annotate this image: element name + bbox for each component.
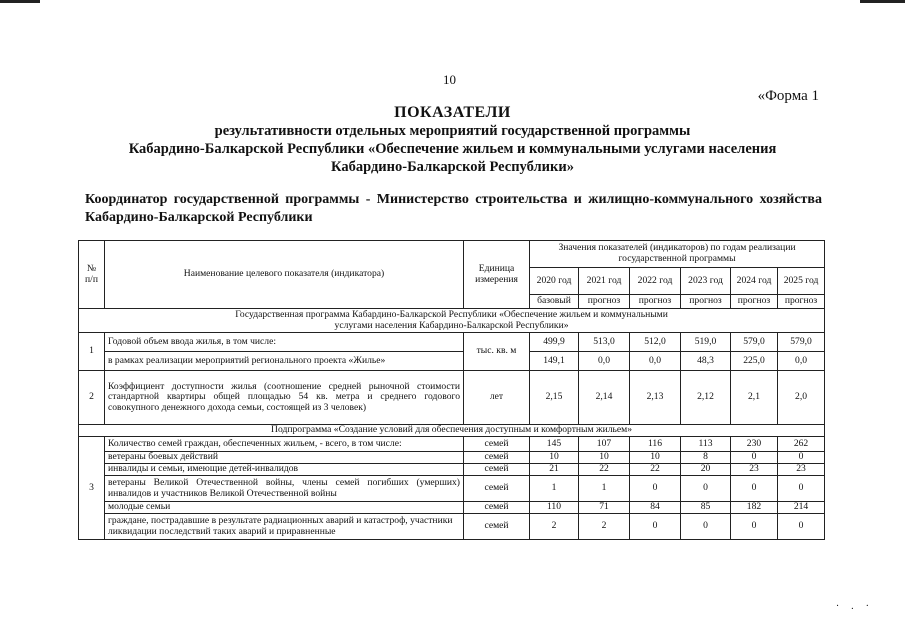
value-cell: 23 (778, 464, 825, 476)
value-cell: 1 (530, 476, 579, 502)
document-subtitle: Кабардино-Балкарской Республики» (331, 159, 574, 175)
scan-artifact: ·.· (835, 601, 881, 612)
header-type: базовый (530, 295, 579, 309)
value-cell: 2,1 (731, 371, 778, 425)
value-cell: 0,0 (630, 352, 681, 371)
value-cell: 230 (731, 437, 778, 452)
table-row (79, 437, 825, 452)
section-row (79, 309, 825, 333)
value-cell: 579,0 (731, 333, 778, 352)
value-cell: 2,0 (778, 371, 825, 425)
header-type: прогноз (731, 295, 778, 309)
indicator-unit: семей (464, 476, 530, 502)
indicator-name: молодые семьи (105, 502, 464, 514)
value-cell: 0 (778, 452, 825, 464)
table-row (79, 352, 825, 371)
table-row (79, 452, 825, 464)
indicator-unit: семей (464, 464, 530, 476)
table-row (79, 464, 825, 476)
value-cell: 499,9 (530, 333, 579, 352)
value-cell: 262 (778, 437, 825, 452)
value-cell: 0 (731, 452, 778, 464)
section-title-program: Государственная программа Кабардино-Балкарской Республики «Обеспечение жильем и коммунальными услугами населения Кабардино-Балкарской Республики» (79, 309, 825, 333)
header-year: 2024 год (731, 268, 778, 295)
indicators-table (78, 240, 825, 540)
value-cell: 10 (579, 452, 630, 464)
table-row (79, 476, 825, 502)
indicator-unit: семей (464, 452, 530, 464)
header-name: Наименование целевого показателя (индикатора) (105, 241, 464, 309)
value-cell: 22 (579, 464, 630, 476)
scan-top-border (0, 0, 40, 3)
section-title-subprogram: Подпрограмма «Создание условий для обеспечения доступным и комфортным жильем» (79, 425, 825, 437)
value-cell: 0,0 (579, 352, 630, 371)
indicator-name: в рамках реализации мероприятий регионального проекта «Жилье» (105, 352, 464, 371)
indicator-name: Количество семей граждан, обеспеченных жильем, - всего, в том числе: (105, 437, 464, 452)
value-cell: 0 (731, 476, 778, 502)
indicator-name: граждане, пострадавшие в результате радиационных аварий и катастроф, участники ликвидации последствий таких аварий и приравненные (105, 514, 464, 540)
value-cell: 2 (579, 514, 630, 540)
header-type: прогноз (579, 295, 630, 309)
indicator-unit: лет (464, 371, 530, 425)
document-subtitle: результативности отдельных мероприятий государственной программы (214, 123, 691, 139)
table-row (79, 371, 825, 425)
header-num: № п/п (79, 241, 105, 309)
value-cell: 0 (681, 514, 731, 540)
value-cell: 116 (630, 437, 681, 452)
header-year: 2021 год (579, 268, 630, 295)
indicator-name: ветераны Великой Отечественной войны, члены семей погибших (умерших) инвалидов и участников Великой Отечественной войны (105, 476, 464, 502)
header-type: прогноз (681, 295, 731, 309)
value-cell: 0 (778, 514, 825, 540)
indicator-unit: семей (464, 502, 530, 514)
scan-top-border (860, 0, 905, 3)
value-cell: 10 (630, 452, 681, 464)
value-cell: 2,14 (579, 371, 630, 425)
value-cell: 10 (530, 452, 579, 464)
table-header-row (79, 241, 825, 268)
section-row (79, 425, 825, 437)
indicator-name: ветераны боевых действий (105, 452, 464, 464)
value-cell: 0,0 (778, 352, 825, 371)
row-num: 2 (79, 371, 105, 425)
indicator-name: Коэффициент доступности жилья (соотношение средней рыночной стоимости стандартной квартиры общей площадью 54 кв. метра и среднего годового совокупного денежного дохода семьи, состоящей из 3 человек) (105, 371, 464, 425)
value-cell: 0 (630, 476, 681, 502)
value-cell: 107 (579, 437, 630, 452)
value-cell: 0 (778, 476, 825, 502)
header-type: прогноз (778, 295, 825, 309)
header-year: 2025 год (778, 268, 825, 295)
value-cell: 519,0 (681, 333, 731, 352)
row-num: 3 (79, 437, 105, 540)
value-cell: 0 (731, 514, 778, 540)
header-year: 2022 год (630, 268, 681, 295)
value-cell: 1 (579, 476, 630, 502)
value-cell: 21 (530, 464, 579, 476)
value-cell: 8 (681, 452, 731, 464)
value-cell: 149,1 (530, 352, 579, 371)
header-year: 2023 год (681, 268, 731, 295)
header-type: прогноз (630, 295, 681, 309)
document-subtitle: Кабардино-Балкарской Республики «Обеспечение жильем и коммунальными услугами населения (128, 141, 777, 157)
indicator-unit: семей (464, 437, 530, 452)
header-values: Значения показателей (индикаторов) по годам реализации государственной программы (530, 241, 825, 268)
value-cell: 579,0 (778, 333, 825, 352)
table-row (79, 514, 825, 540)
document-title: ПОКАЗАТЕЛИ (394, 104, 511, 121)
table-row (79, 333, 825, 352)
value-cell: 0 (630, 514, 681, 540)
value-cell: 0 (681, 476, 731, 502)
value-cell: 2,13 (630, 371, 681, 425)
indicator-unit: семей (464, 514, 530, 540)
row-num: 1 (79, 333, 105, 371)
value-cell: 48,3 (681, 352, 731, 371)
form-label: «Форма 1 (757, 88, 819, 104)
value-cell: 110 (530, 502, 579, 514)
value-cell: 2 (530, 514, 579, 540)
value-cell: 113 (681, 437, 731, 452)
value-cell: 214 (778, 502, 825, 514)
header-unit: Единица измерения (464, 241, 530, 309)
indicator-name: Годовой объем ввода жилья, в том числе: (105, 333, 464, 352)
value-cell: 22 (630, 464, 681, 476)
header-year: 2020 год (530, 268, 579, 295)
table-row (79, 502, 825, 514)
value-cell: 145 (530, 437, 579, 452)
value-cell: 182 (731, 502, 778, 514)
value-cell: 85 (681, 502, 731, 514)
value-cell: 71 (579, 502, 630, 514)
value-cell: 2,15 (530, 371, 579, 425)
page-number: 10 (443, 72, 456, 87)
value-cell: 512,0 (630, 333, 681, 352)
indicator-name: инвалиды и семьи, имеющие детей-инвалидов (105, 464, 464, 476)
value-cell: 2,12 (681, 371, 731, 425)
indicator-unit: тыс. кв. м (464, 333, 530, 371)
value-cell: 513,0 (579, 333, 630, 352)
value-cell: 225,0 (731, 352, 778, 371)
value-cell: 20 (681, 464, 731, 476)
value-cell: 84 (630, 502, 681, 514)
coordinator-text: Координатор государственной программы - Министерство строительства и жилищно-коммунального хозяйства Кабардино-Балкарской Республики (85, 192, 822, 225)
value-cell: 23 (731, 464, 778, 476)
